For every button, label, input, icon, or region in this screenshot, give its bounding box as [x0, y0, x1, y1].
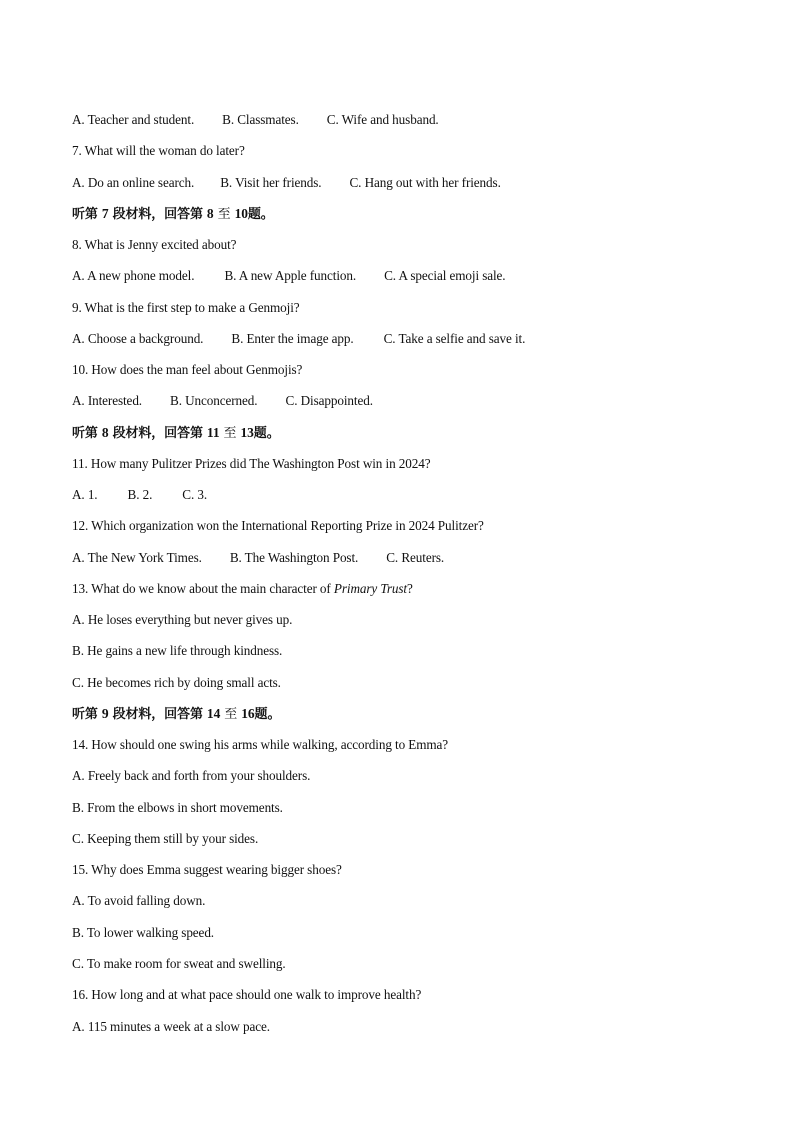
q13-option-b: B. He gains a new life through kindness.: [72, 643, 283, 658]
q7-option-a: A. Do an online search.: [72, 175, 195, 190]
q7-option-b: B. Visit her friends.: [220, 175, 322, 190]
q16-option-a: A. 115 minutes a week at a slow pace.: [72, 1019, 270, 1034]
q6-options: [72, 111, 439, 129]
q14-option-a: A. Freely back and forth from your shoulders.: [72, 768, 311, 783]
q7-options: [72, 174, 501, 192]
q6-option-a: A. Teacher and student.: [72, 112, 195, 127]
q10-option-a: A. Interested.: [72, 393, 143, 408]
q10-question: 10. How does the man feel about Genmojis?: [72, 362, 303, 377]
q15-option-a: A. To avoid falling down.: [72, 893, 206, 908]
q7-question: 7. What will the woman do later?: [72, 143, 245, 158]
q15-option-b: B. To lower walking speed.: [72, 925, 215, 940]
q14-option-c: C. Keeping them still by your sides.: [72, 831, 259, 846]
q6-option-c: C. Wife and husband.: [326, 112, 439, 127]
section-heading-8: 听第 8 段材料，回答第 11 至 13题。: [72, 425, 280, 441]
q13-option-c: C. He becomes rich by doing small acts.: [72, 675, 281, 690]
q13-option-a: A. He loses everything but never gives up.: [72, 612, 293, 627]
q10-option-c: C. Disappointed.: [285, 393, 373, 408]
q12-option-b: B. The Washington Post.: [229, 550, 359, 565]
q6-option-b: B. Classmates.: [222, 112, 299, 127]
q12-question: 12. Which organization won the International Reporting Prize in 2024 Pulitzer?: [72, 518, 484, 533]
q14-question: 14. How should one swing his arms while walking, according to Emma?: [72, 737, 449, 752]
q9-question: 9. What is the first step to make a Genmoji?: [72, 300, 300, 315]
q7-option-c: C. Hang out with her friends.: [349, 175, 501, 190]
q9-option-c: C. Take a selfie and save it.: [383, 331, 526, 346]
q9-options: [72, 330, 525, 348]
q14-option-b: B. From the elbows in short movements.: [72, 800, 283, 815]
q13-book-title: Primary Trust: [333, 581, 408, 596]
q8-options: [72, 267, 506, 285]
q11-question: 11. How many Pulitzer Prizes did The Washington Post win in 2024?: [72, 456, 431, 471]
q11-option-c: C. 3.: [182, 487, 208, 502]
q8-question: 8. What is Jenny excited about?: [72, 237, 237, 252]
q12-option-a: A. The New York Times.: [72, 550, 202, 565]
q11-option-b: B. 2.: [127, 487, 153, 502]
q8-option-a: A. A new phone model.: [72, 268, 195, 283]
q11-option-a: A. 1.: [72, 487, 98, 502]
section-heading-9: 听第 9 段材料，回答第 14 至 16题。: [72, 706, 281, 722]
q8-option-b: B. A new Apple function.: [224, 268, 357, 283]
q11-options: [72, 486, 207, 504]
q12-option-c: C. Reuters.: [386, 550, 445, 565]
section-heading-7: 听第 7 段材料，回答第 8 至 10题。: [72, 206, 274, 222]
q12-options: [72, 549, 444, 567]
q10-options: [72, 392, 373, 410]
q8-option-c: C. A special emoji sale.: [384, 268, 506, 283]
q9-option-b: B. Enter the image app.: [231, 331, 354, 346]
q15-option-c: C. To make room for sweat and swelling.: [72, 956, 286, 971]
q9-option-a: A. Choose a background.: [72, 331, 204, 346]
q16-question: 16. How long and at what pace should one walk to improve health?: [72, 987, 422, 1002]
q15-question: 15. Why does Emma suggest wearing bigger shoes?: [72, 862, 342, 877]
q13-question: 13. What do we know about the main character of Primary Trust?: [72, 581, 413, 596]
q10-option-b: B. Unconcerned.: [170, 393, 258, 408]
